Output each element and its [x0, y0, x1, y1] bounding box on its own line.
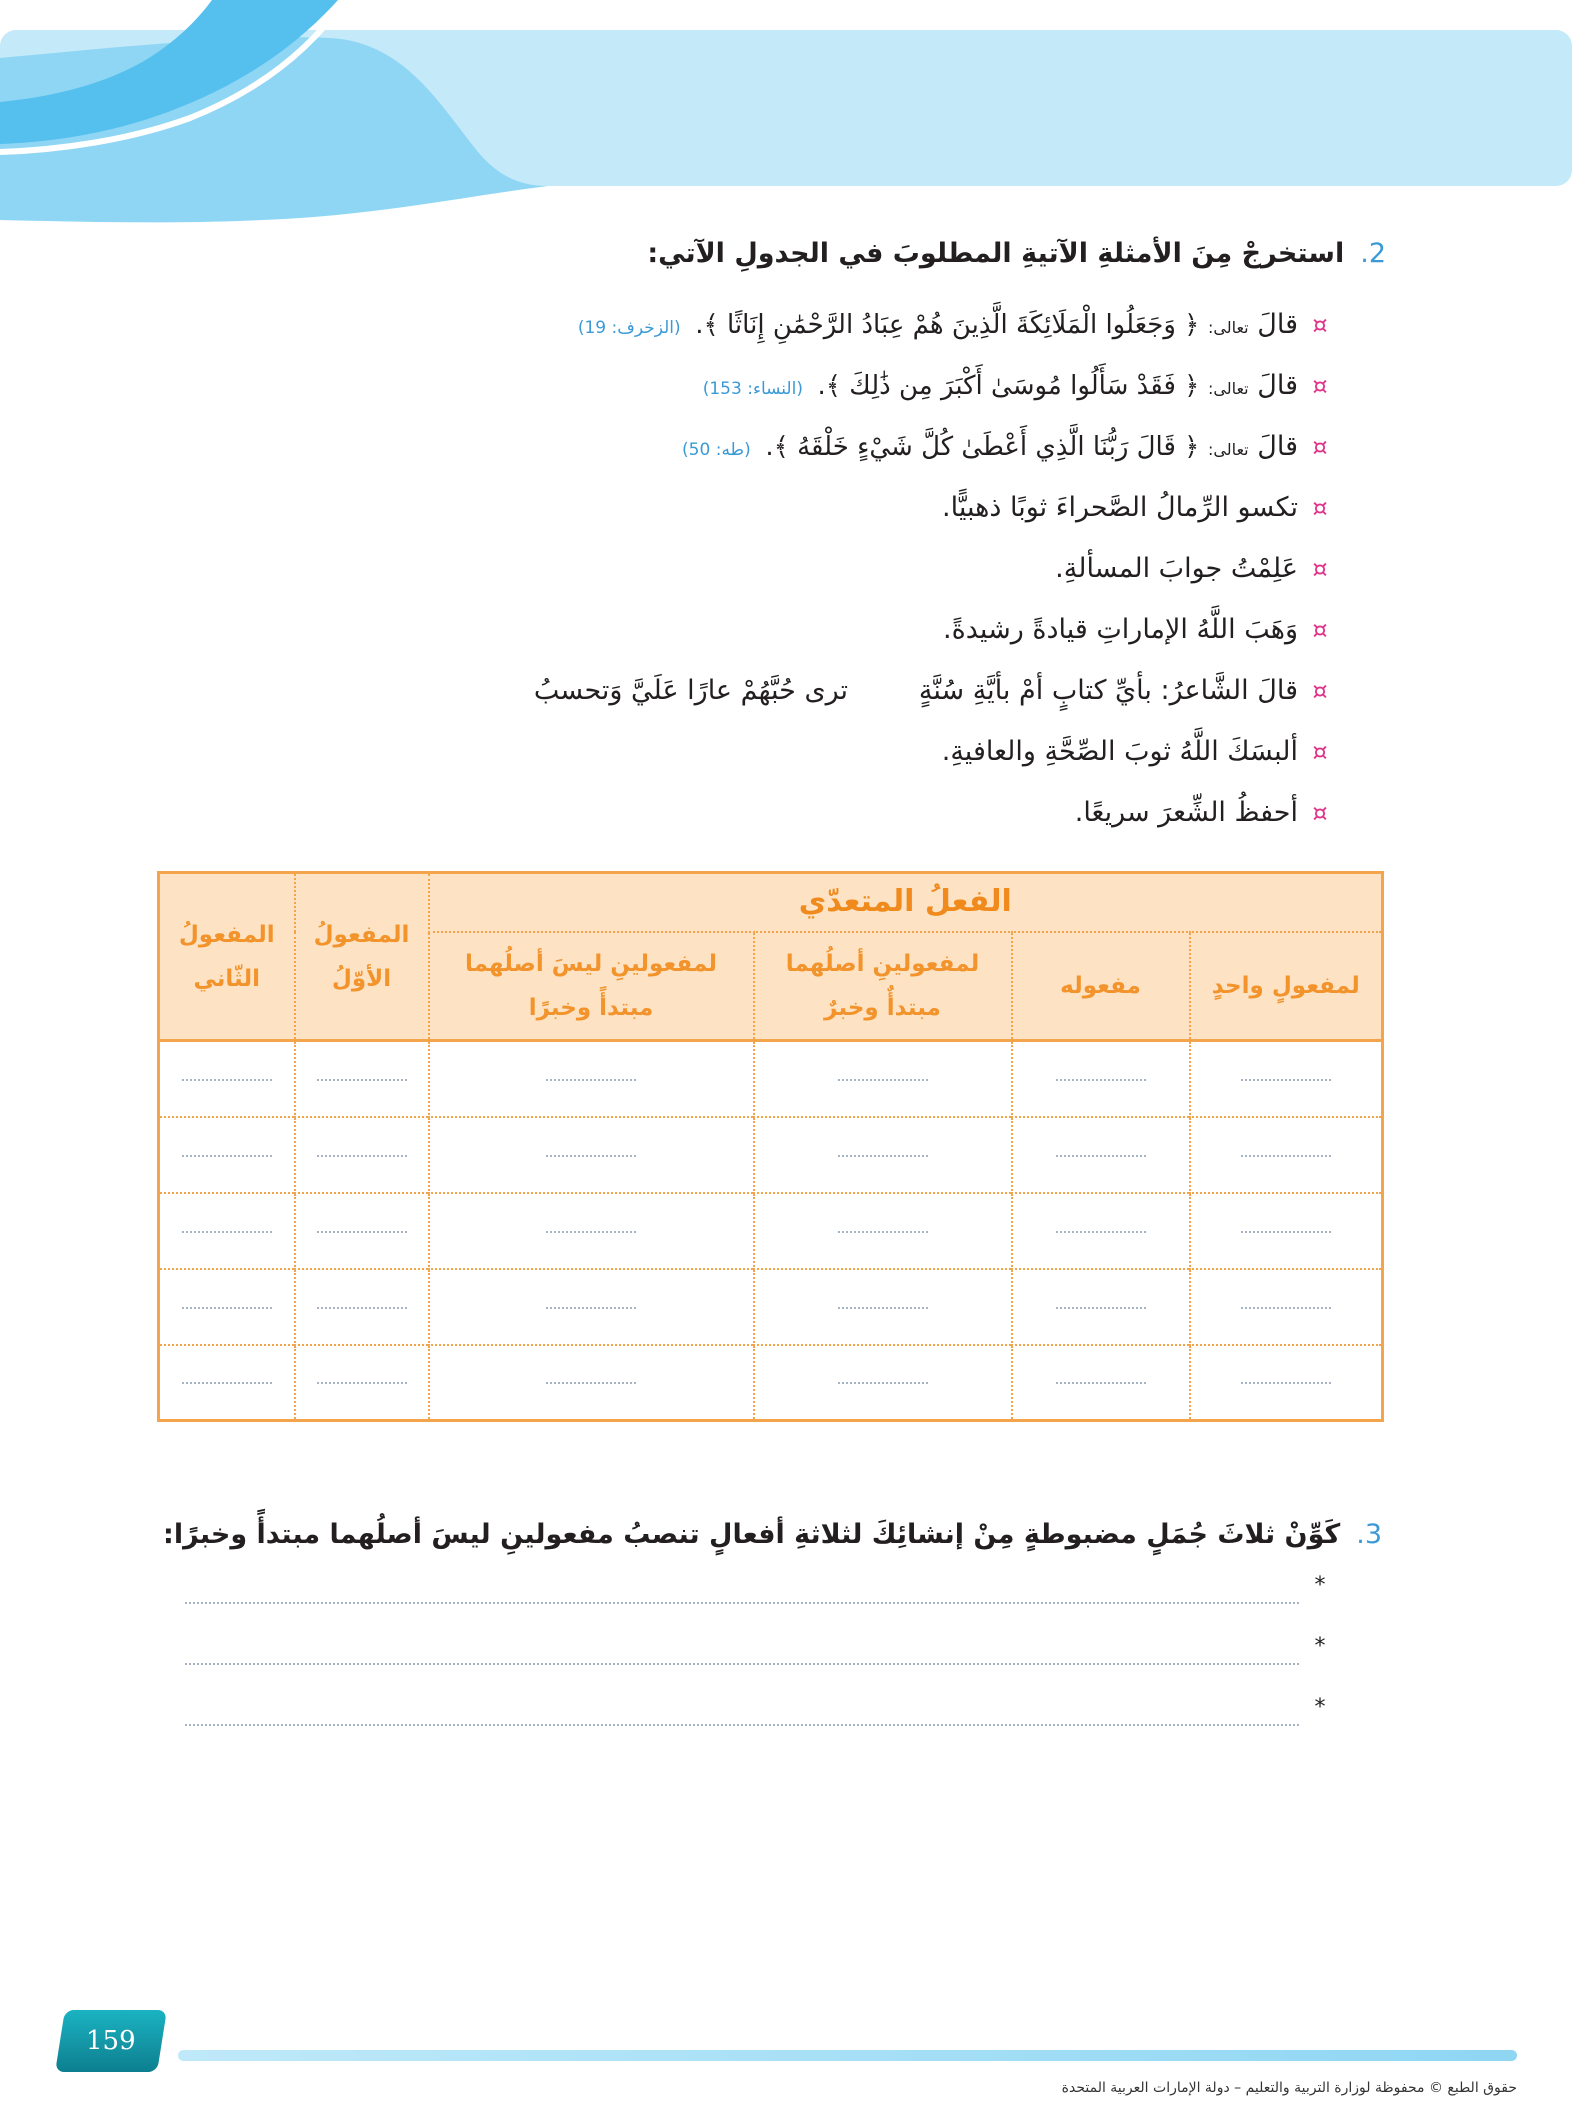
answer-blank: [1056, 1382, 1146, 1384]
answer-cell: [1190, 1269, 1383, 1345]
verse-citation: (النساء: 153): [702, 379, 803, 399]
answer-dotted-line: [185, 1602, 1299, 1604]
example-item-1: [329, 294, 1329, 355]
quran-verse: ﴿ وَجَعَلُوا الْمَلَائِكَةَ الَّذِينَ هُمْ عِبَادُ الرَّحْمَٰنِ إِنَاثًا ﴾.: [695, 310, 1200, 340]
answer-blank: [838, 1382, 928, 1384]
header-line: مبتدأً وخبرًا: [528, 994, 654, 1021]
example-item-9: [329, 782, 1329, 843]
answer-blank: [1056, 1231, 1146, 1233]
question-3-number: 3.: [1356, 1518, 1382, 1550]
question-3-prompt: كَوِّنْ ثلاثَ جُمَلٍ مضبوطةٍ مِنْ إنشائِكَ لثلاثةِ أفعالٍ تنصبُ مفعولينِ ليسَ أصلُهما مبتدأً وخبرًا:: [163, 1518, 1341, 1550]
answer-blank: [838, 1307, 928, 1309]
answer-blank: [1241, 1155, 1331, 1157]
bullet-icon: ¤: [1312, 799, 1328, 827]
table-row: [159, 1041, 1383, 1117]
example-lead: قالَ: [1257, 370, 1298, 401]
example-item-4: [329, 477, 1329, 538]
answer-cell: [754, 1345, 1012, 1421]
header-line: مفعوله: [1060, 972, 1141, 999]
example-item-6: [329, 599, 1329, 660]
answer-blank: [182, 1155, 272, 1157]
answer-blank: [1241, 1079, 1331, 1081]
poem-hemistich-1: بأيِّ كتابٍ أمْ بأيَّةِ سُنَّةٍ: [918, 675, 1152, 706]
answer-blank: [546, 1231, 636, 1233]
answer-cell: [754, 1269, 1012, 1345]
answer-cell: [295, 1345, 429, 1421]
example-item-5: [329, 538, 1329, 599]
example-lead-small: تعالى:: [1207, 440, 1249, 459]
header-line: الأوّلُ: [331, 965, 392, 992]
asterisk-icon: *: [1314, 1634, 1326, 1659]
header-line: المفعولُ: [178, 921, 275, 948]
answer-dotted-line: [185, 1724, 1299, 1726]
bullet-icon: ¤: [1312, 738, 1328, 766]
header-second-object: [159, 873, 295, 1041]
answer-cell: [1190, 1041, 1383, 1117]
example-lead: قالَ: [1257, 431, 1298, 462]
answer-cell: [159, 1117, 295, 1193]
table-row: [159, 1345, 1383, 1421]
header-transitive-verb: الفعلُ المتعدّي: [429, 873, 1383, 932]
answer-blank: [182, 1231, 272, 1233]
example-text: تكسو الرِّمالُ الصَّحراءَ ثوبًا ذهبيًّا.: [942, 492, 1298, 523]
answer-dotted-line: [185, 1663, 1299, 1665]
header-two-objects-subject-predicate: [754, 932, 1012, 1041]
examples-list: [329, 294, 1329, 843]
answer-line-2: [185, 1633, 1329, 1677]
example-lead: قالَ: [1257, 309, 1298, 340]
table-header: [159, 873, 1383, 1041]
bullet-icon: ¤: [1312, 311, 1328, 339]
asterisk-icon: *: [1314, 1695, 1326, 1720]
answer-cell: [1012, 1345, 1190, 1421]
answer-cell: [1012, 1041, 1190, 1117]
answer-blank: [317, 1231, 407, 1233]
table-body: [159, 1041, 1383, 1421]
answer-blank: [1241, 1307, 1331, 1309]
verse-citation: (الزخرف: 19): [577, 318, 681, 338]
header-two-objects-not-subject-predicate: [429, 932, 754, 1041]
header-line: لمفعولٍ واحدٍ: [1211, 972, 1360, 999]
answer-cell: [1190, 1193, 1383, 1269]
answer-cell: [429, 1269, 754, 1345]
footer-divider: [178, 2050, 1517, 2061]
example-item-2: [329, 355, 1329, 416]
answer-blank: [317, 1079, 407, 1081]
poem-first-hemistich-group: [898, 660, 1298, 721]
bullet-icon: ¤: [1312, 616, 1328, 644]
answer-cell: [1012, 1193, 1190, 1269]
answer-cell: [159, 1345, 295, 1421]
answer-cell: [295, 1117, 429, 1193]
answer-cell: [429, 1345, 754, 1421]
bullet-icon: ¤: [1312, 677, 1328, 705]
transitive-verbs-table: [157, 871, 1384, 1422]
example-lead-small: تعالى:: [1207, 318, 1249, 337]
answer-cell: [159, 1041, 295, 1117]
example-lead-small: تعالى:: [1207, 379, 1249, 398]
page-number: 159: [86, 2026, 136, 2056]
example-text: عَلِمْتُ جوابَ المسألةِ.: [1055, 553, 1298, 584]
answer-cell: [295, 1193, 429, 1269]
asterisk-icon: *: [1314, 1573, 1326, 1598]
example-item-3: [329, 416, 1329, 477]
answer-line-1: [185, 1572, 1329, 1616]
answer-cell: [159, 1269, 295, 1345]
header-its-object: [1012, 932, 1190, 1041]
example-text: ألبسَكَ اللَّهُ ثوبَ الصِّحَّةِ والعافيةِ.: [941, 736, 1298, 767]
example-text: أحفظُ الشِّعرَ سريعًا.: [1074, 797, 1298, 828]
answer-blank: [838, 1079, 928, 1081]
answer-blank: [1056, 1307, 1146, 1309]
answer-cell: [754, 1041, 1012, 1117]
answer-blank: [1056, 1155, 1146, 1157]
answer-blank: [182, 1307, 272, 1309]
header-line: لمفعولينِ ليسَ أصلُهما: [465, 950, 718, 977]
quran-verse: ﴿ قَالَ رَبُّنَا الَّذِي أَعْطَىٰ كُلَّ شَيْءٍ خَلْقَهُ ﴾.: [765, 432, 1200, 462]
answer-blank: [317, 1382, 407, 1384]
answer-cell: [1012, 1269, 1190, 1345]
header-single-object: [1190, 932, 1383, 1041]
bullet-icon: ¤: [1312, 494, 1328, 522]
bullet-icon: ¤: [1312, 555, 1328, 583]
answer-cell: [429, 1041, 754, 1117]
answer-blank: [182, 1079, 272, 1081]
header-line: لمفعولينِ أصلُهما: [785, 950, 980, 977]
answer-cell: [754, 1117, 1012, 1193]
answer-cell: [295, 1041, 429, 1117]
table-header-row-1: [159, 873, 1383, 932]
header-line: الثّاني: [193, 965, 260, 992]
bullet-icon: ¤: [1312, 372, 1328, 400]
example-lead: قالَ الشَّاعرُ:: [1160, 675, 1298, 706]
page-number-badge: [55, 2010, 167, 2072]
answer-blank: [838, 1155, 928, 1157]
verse-citation: (طه: 50): [682, 440, 751, 460]
answer-blank: [546, 1307, 636, 1309]
example-item-7: [329, 660, 1329, 721]
answer-blank: [546, 1079, 636, 1081]
header-banner: [0, 0, 1572, 230]
header-first-object: [295, 873, 429, 1041]
answer-cell: [295, 1269, 429, 1345]
table-row: [159, 1117, 1383, 1193]
example-item-8: [329, 721, 1329, 782]
table-row: [159, 1193, 1383, 1269]
answer-cell: [1190, 1117, 1383, 1193]
answer-cell: [429, 1117, 754, 1193]
answer-blank: [182, 1382, 272, 1384]
question-2-number: 2.: [1360, 237, 1386, 269]
answer-cell: [1190, 1345, 1383, 1421]
answer-cell: [159, 1193, 295, 1269]
answer-blank: [317, 1155, 407, 1157]
answer-cell: [429, 1193, 754, 1269]
answer-line-3: [185, 1694, 1329, 1738]
question-2-heading: [647, 231, 1386, 275]
header-line: مبتدأٌ وخبرٌ: [824, 994, 941, 1021]
answer-blank: [1241, 1382, 1331, 1384]
answer-cell: [754, 1193, 1012, 1269]
answer-blank: [1241, 1231, 1331, 1233]
answer-cell: [1012, 1117, 1190, 1193]
bullet-icon: ¤: [1312, 433, 1328, 461]
question-2-prompt: استخرجْ مِنَ الأمثلةِ الآتيةِ المطلوبَ في الجدولِ الآتي:: [647, 237, 1345, 269]
answer-blank: [838, 1231, 928, 1233]
example-text: وَهَبَ اللَّهُ الإماراتِ قيادةً رشيدةً.: [943, 614, 1298, 645]
answer-blank: [317, 1307, 407, 1309]
table-row: [159, 1269, 1383, 1345]
question-3-heading: [163, 1512, 1382, 1556]
answer-blank: [546, 1155, 636, 1157]
header-line: المفعولُ: [313, 921, 410, 948]
poem-hemistich-2: ترى حُبَّهُمْ عارًا عَلَيَّ وَتحسبُ: [533, 675, 848, 706]
answer-blank: [546, 1382, 636, 1384]
copyright-notice: حقوق الطبع © محفوظة لوزارة التربية والتعليم – دولة الإمارات العربية المتحدة: [1061, 2080, 1517, 2096]
answer-blank: [1056, 1079, 1146, 1081]
quran-verse: ﴿ فَقَدْ سَأَلُوا مُوسَىٰ أَكْبَرَ مِن ذَٰلِكَ ﴾.: [817, 371, 1200, 401]
